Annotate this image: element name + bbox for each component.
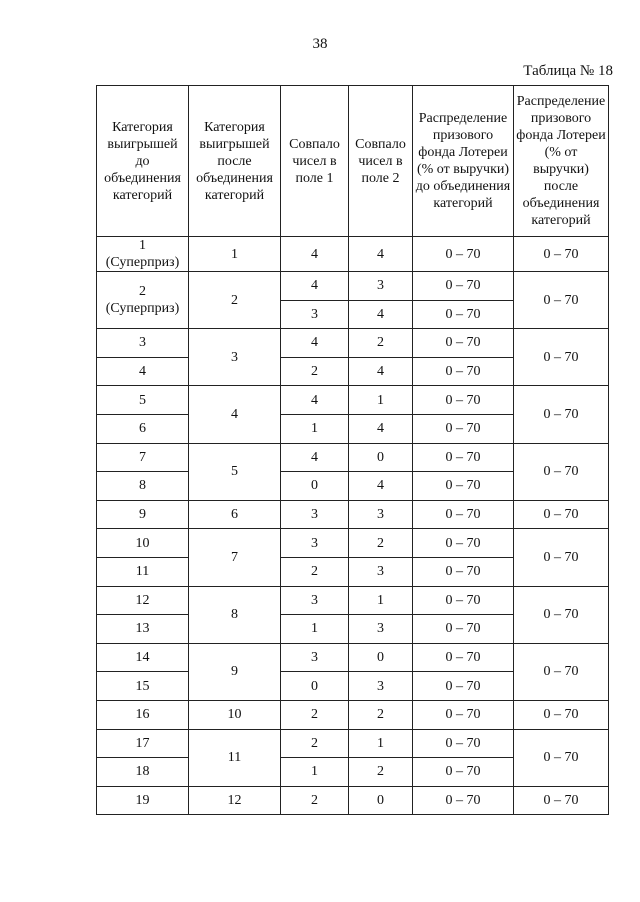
matched-field-2-cell: 2	[349, 329, 413, 358]
category-number: 19	[135, 792, 150, 808]
category-after-cell: 8	[189, 586, 281, 643]
category-after-cell: 3	[189, 329, 281, 386]
distribution-after-cell: 0 – 70	[514, 786, 609, 815]
table-header	[97, 86, 609, 237]
category-number: 7	[139, 449, 146, 465]
distribution-before-cell: 0 – 70	[413, 529, 514, 558]
category-number: 2	[139, 284, 146, 300]
distribution-after-cell: 0 – 70	[514, 729, 609, 786]
page-number: 38	[312, 36, 328, 52]
category-after-cell: 9	[189, 643, 281, 700]
matched-field-1-cell: 4	[281, 272, 349, 301]
distribution-after-cell: 0 – 70	[514, 529, 609, 586]
category-after-cell: 1	[189, 237, 281, 272]
header-category-before: Категория выигрышей до объединения категорий	[97, 86, 189, 237]
matched-field-1-cell: 3	[281, 529, 349, 558]
header-matched-field-1: Совпало чисел в поле 1	[281, 86, 349, 237]
matched-field-1-cell: 4	[281, 443, 349, 472]
category-number: 10	[135, 535, 150, 551]
category-after-cell: 10	[189, 700, 281, 729]
distribution-before-cell: 0 – 70	[413, 300, 514, 329]
table-title: Таблица № 18	[523, 63, 613, 79]
matched-field-1-cell: 1	[281, 615, 349, 644]
distribution-before-cell: 0 – 70	[413, 472, 514, 501]
category-before-cell	[97, 443, 189, 472]
matched-field-1-cell: 4	[281, 237, 349, 272]
category-before-cell	[97, 414, 189, 443]
table-row	[97, 329, 609, 358]
matched-field-1-cell: 2	[281, 357, 349, 386]
matched-field-2-cell: 3	[349, 672, 413, 701]
matched-field-2-cell: 3	[349, 557, 413, 586]
matched-field-1-cell: 3	[281, 643, 349, 672]
distribution-after-cell: 0 – 70	[514, 586, 609, 643]
category-number: 8	[139, 478, 146, 494]
distribution-after-cell: 0 – 70	[514, 237, 609, 272]
table-row	[97, 529, 609, 558]
matched-field-1-cell: 3	[281, 586, 349, 615]
category-before-cell	[97, 786, 189, 815]
matched-field-2-cell: 4	[349, 472, 413, 501]
matched-field-1-cell: 2	[281, 786, 349, 815]
category-number: 16	[135, 707, 150, 723]
distribution-before-cell: 0 – 70	[413, 443, 514, 472]
matched-field-1-cell: 4	[281, 329, 349, 358]
table-row	[97, 443, 609, 472]
category-before-cell	[97, 329, 189, 358]
category-before-cell	[97, 700, 189, 729]
header-row	[97, 86, 609, 237]
category-number: 5	[139, 392, 146, 408]
matched-field-2-cell: 2	[349, 758, 413, 787]
category-number: 11	[135, 564, 150, 580]
category-before-cell	[97, 729, 189, 758]
distribution-after-cell: 0 – 70	[514, 443, 609, 500]
header-distribution-after: Распределение призового фонда Лотереи (% от выручки) после объединения категорий	[514, 86, 609, 237]
category-after-cell: 4	[189, 386, 281, 443]
category-number: 18	[135, 764, 150, 780]
distribution-before-cell: 0 – 70	[413, 643, 514, 672]
matched-field-2-cell: 0	[349, 786, 413, 815]
matched-field-2-cell: 1	[349, 386, 413, 415]
prize-distribution-table	[96, 85, 609, 815]
matched-field-1-cell: 1	[281, 414, 349, 443]
distribution-after-cell: 0 – 70	[514, 700, 609, 729]
distribution-after-cell: 0 – 70	[514, 386, 609, 443]
matched-field-2-cell: 3	[349, 615, 413, 644]
matched-field-1-cell: 3	[281, 500, 349, 529]
matched-field-2-cell: 1	[349, 586, 413, 615]
matched-field-1-cell: 0	[281, 472, 349, 501]
matched-field-1-cell: 2	[281, 557, 349, 586]
matched-field-2-cell: 4	[349, 414, 413, 443]
category-number: 12	[135, 592, 150, 608]
table-row	[97, 586, 609, 615]
category-number: 15	[135, 678, 150, 694]
category-before-cell	[97, 500, 189, 529]
matched-field-1-cell: 4	[281, 386, 349, 415]
category-before-cell	[97, 615, 189, 644]
category-after-cell: 6	[189, 500, 281, 529]
category-after-cell: 12	[189, 786, 281, 815]
matched-field-2-cell: 0	[349, 643, 413, 672]
matched-field-1-cell: 0	[281, 672, 349, 701]
category-before-cell	[97, 272, 189, 329]
distribution-before-cell: 0 – 70	[413, 700, 514, 729]
category-after-cell: 2	[189, 272, 281, 329]
category-number: 13	[135, 621, 150, 637]
matched-field-2-cell: 3	[349, 500, 413, 529]
table-row	[97, 272, 609, 301]
matched-field-2-cell: 2	[349, 700, 413, 729]
distribution-before-cell: 0 – 70	[413, 586, 514, 615]
category-number: 17	[135, 735, 150, 751]
matched-field-2-cell: 4	[349, 357, 413, 386]
table-row	[97, 700, 609, 729]
table-row	[97, 786, 609, 815]
table-row	[97, 729, 609, 758]
category-after-cell: 7	[189, 529, 281, 586]
category-before-cell	[97, 472, 189, 501]
matched-field-2-cell: 1	[349, 729, 413, 758]
distribution-before-cell: 0 – 70	[413, 272, 514, 301]
distribution-before-cell: 0 – 70	[413, 786, 514, 815]
distribution-before-cell: 0 – 70	[413, 557, 514, 586]
distribution-before-cell: 0 – 70	[413, 500, 514, 529]
distribution-after-cell: 0 – 70	[514, 500, 609, 529]
category-before-cell	[97, 672, 189, 701]
matched-field-2-cell: 4	[349, 300, 413, 329]
category-after-cell: 11	[189, 729, 281, 786]
distribution-after-cell: 0 – 70	[514, 329, 609, 386]
category-number: 14	[135, 650, 150, 666]
distribution-before-cell: 0 – 70	[413, 329, 514, 358]
matched-field-1-cell: 2	[281, 700, 349, 729]
matched-field-1-cell: 2	[281, 729, 349, 758]
category-label: (Суперприз)	[105, 255, 180, 270]
category-label: (Суперприз)	[105, 301, 180, 317]
matched-field-2-cell: 4	[349, 237, 413, 272]
category-number: 6	[139, 421, 146, 437]
distribution-after-cell: 0 – 70	[514, 643, 609, 700]
category-before-cell	[97, 643, 189, 672]
distribution-after-cell: 0 – 70	[514, 272, 609, 329]
category-before-cell	[97, 529, 189, 558]
matched-field-2-cell: 0	[349, 443, 413, 472]
matched-field-2-cell: 3	[349, 272, 413, 301]
matched-field-2-cell: 2	[349, 529, 413, 558]
distribution-before-cell: 0 – 70	[413, 615, 514, 644]
table-body	[97, 237, 609, 815]
table-row	[97, 500, 609, 529]
distribution-before-cell: 0 – 70	[413, 357, 514, 386]
distribution-before-cell: 0 – 70	[413, 729, 514, 758]
distribution-before-cell: 0 – 70	[413, 414, 514, 443]
category-number: 3	[139, 335, 146, 351]
category-before-cell	[97, 586, 189, 615]
category-before-cell	[97, 758, 189, 787]
category-before-cell	[97, 357, 189, 386]
header-distribution-before: Распределение призового фонда Лотереи (% от выручки) до объединения категорий	[413, 86, 514, 237]
category-number: 4	[139, 364, 146, 380]
header-matched-field-2: Совпало чисел в поле 2	[349, 86, 413, 237]
distribution-before-cell: 0 – 70	[413, 672, 514, 701]
distribution-before-cell: 0 – 70	[413, 386, 514, 415]
distribution-before-cell: 0 – 70	[413, 758, 514, 787]
category-before-cell	[97, 386, 189, 415]
category-number: 1	[139, 238, 146, 253]
category-number: 9	[139, 507, 146, 523]
table-row	[97, 237, 609, 272]
category-before-cell	[97, 557, 189, 586]
header-category-after: Категория выигрышей после объединения категорий	[189, 86, 281, 237]
matched-field-1-cell: 3	[281, 300, 349, 329]
category-before-cell	[97, 237, 189, 272]
category-after-cell: 5	[189, 443, 281, 500]
matched-field-1-cell: 1	[281, 758, 349, 787]
table-row	[97, 643, 609, 672]
table-row	[97, 386, 609, 415]
distribution-before-cell: 0 – 70	[413, 237, 514, 272]
